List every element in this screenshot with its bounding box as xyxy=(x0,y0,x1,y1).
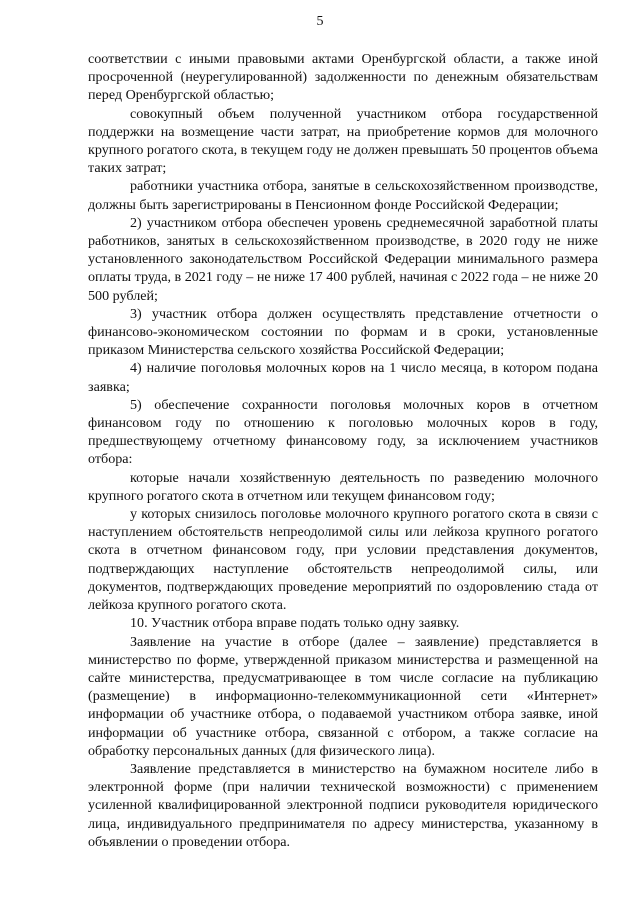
paragraph-9: у которых снизилось поголовье молочного крупного рогатого скота в связи с наступлением обстоятельств непреодолимой силы или лейкоза крупного рогатого скота в отчетном финансовом году, при условии представления документов, подтверждающих наступление обстоятельств непреодолимой силы, или документов, подтверждающих проведение мероприятий по оздоровлению стада от лейкоза крупного рогатого скота. xyxy=(88,506,598,614)
paragraph-10: 10. Участник отбора вправе подать только одну заявку. xyxy=(130,615,460,632)
paragraph-12: Заявление представляется в министерство на бумажном носителе либо в электронной форме (при наличии технической возможности) с применением усиленной квалифицированной электронной подписи руководителя юридического лица, индивидуального предпринимателя по адресу министерства, указанному в объявлении о проведении отбора. xyxy=(88,760,598,850)
document-body xyxy=(88,50,598,851)
paragraph-4: 2) участником отбора обеспечен уровень среднемесячной заработной платы работников, занятых в сельскохозяйственном производстве, в 2020 году не ниже установленного законодательством Российской Федерации минимального размера оплаты труда, в 2021 году – не ниже 17 400 рублей, начиная с 2022 года – не ниже 20 500 рублей; xyxy=(88,214,598,304)
paragraph-7: 5) обеспечение сохранности поголовья молочных коров в отчетном финансовом году по отношению к поголовью молочных коров в году, предшествующему отчетному финансовому году, за исключением участников отбора: xyxy=(88,396,598,468)
paragraph-8: которые начали хозяйственную деятельность по разведению молочного крупного рогатого скота в отчетном или текущем финансовом году; xyxy=(88,469,598,504)
paragraph-6: 4) наличие поголовья молочных коров на 1 число месяца, в котором подана заявка; xyxy=(88,360,598,395)
paragraph-1: соответствии с иными правовыми актами Оренбургской области, а также иной просроченной (неурегулированной) задолженности по денежным обязательствам перед Оренбургской областью; xyxy=(88,51,598,104)
paragraph-2: совокупный объем полученной участником отбора государственной поддержки на возмещение части затрат, на приобретение кормов для молочного крупного рогатого скота, в текущем году не должен превышать 50 процентов объема таких затрат; xyxy=(88,105,598,177)
page-number: 5 xyxy=(316,14,324,29)
paragraph-11: Заявление на участие в отборе (далее – заявление) представляется в министерство по форме, утвержденной приказом министерства и размещенной на сайте министерства, предусматривающее в том числе согласие на публикацию (размещение) в информационно-телекоммуникационной сети «Интернет» информации об участнике отбора, о подаваемой участником отбора заявке, иной информации об участнике отбора, связанной с отбором, а также согласие на обработку персональных данных (для физического лица). xyxy=(88,633,598,759)
paragraph-5: 3) участник отбора должен осуществлять представление отчетности о финансово-экономическом состоянии по формам и в сроки, установленные приказом Министерства сельского хозяйства Российской Федерации; xyxy=(88,305,598,359)
paragraph-3: работники участника отбора, занятые в сельскохозяйственном производстве, должны быть зарегистрированы в Пенсионном фонде Российской Федерации; xyxy=(88,178,598,213)
